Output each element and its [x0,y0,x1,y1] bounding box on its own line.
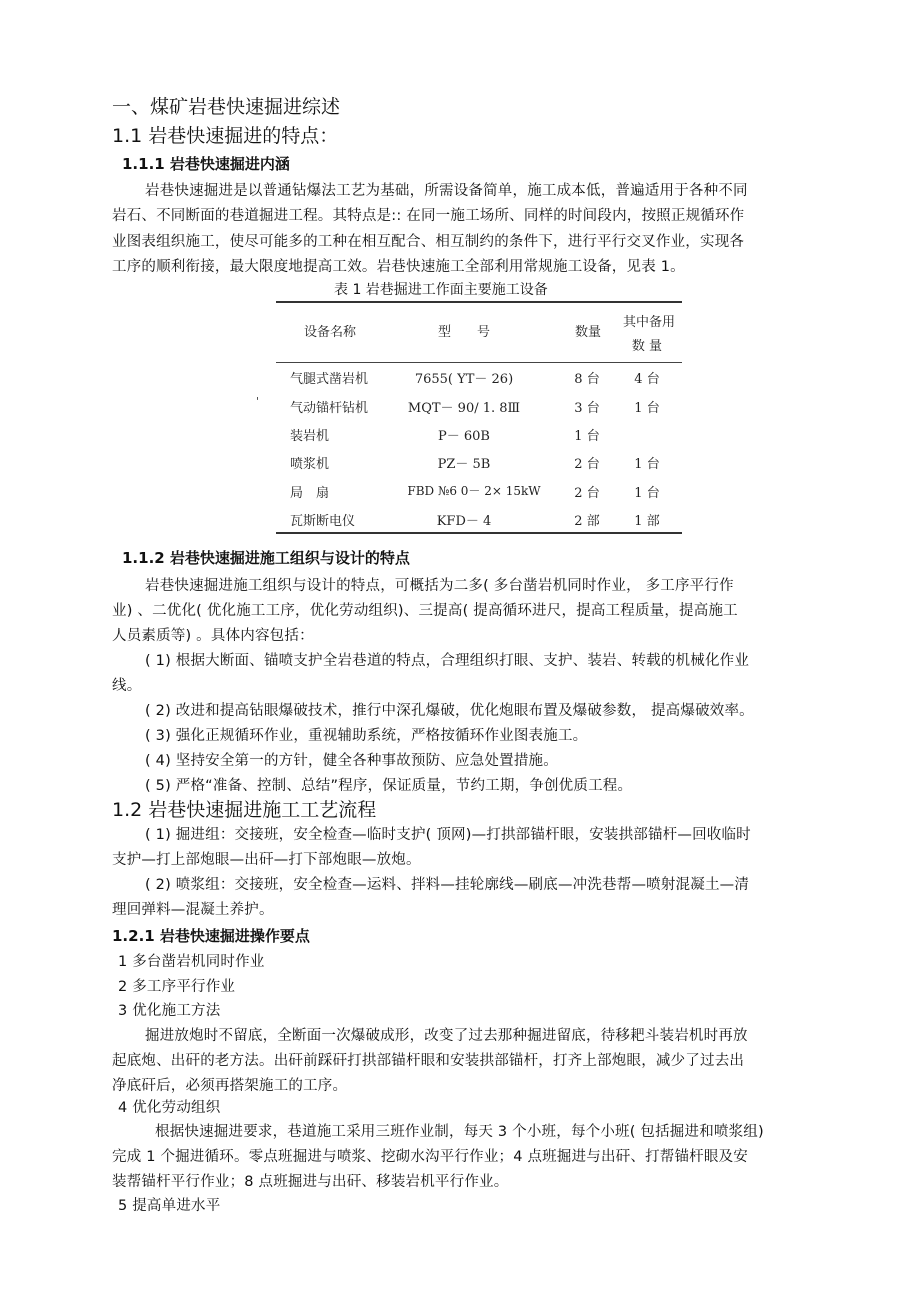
table-cell: 7655( YT－ 26) [414,372,514,387]
paragraph-line: 岩巷快速掘进是以普通钻爆法工艺为基础，所需设备简单，施工成本低，普遍适用于各种不同 [145,183,748,199]
equipment-table [276,301,682,534]
table-header-cell: 数量 [574,325,602,340]
list-item: ( 3) 强化正规循环作业，重视辅助系统，严格按循环作业图表施工。 [145,728,588,744]
subsection-heading-1-1-1: 1.1.1 岩巷快速掘进内涵 [122,155,290,173]
paragraph-line: 根据快速掘进要求，巷道施工采用三班作业制，每天 3 个小班，每个小班( 包括掘进和喷浆组) [155,1124,764,1140]
paragraph-line: 装帮锚杆平行作业；8 点班掘进与出矸、移装岩机平行作业。 [112,1174,509,1190]
table-cell: PZ－ 5B [437,457,491,472]
paragraph-line: 完成 1 个掘进循环。零点班掘进与喷浆、挖砌水沟平行作业；4 点班掘进与出矸、打帮锚杆眼及安 [112,1149,748,1165]
table-cell: 3 台 [574,401,600,416]
table-top-rule [276,301,682,303]
table-bottom-rule [276,532,682,534]
list-item: ( 5) 严格“准备、控制、总结”程序，保证质量，节约工期，争创优质工程。 [145,778,633,794]
table-cell: 1 台 [634,486,660,501]
list-item: ( 2) 改进和提高钻眼爆破技术，推行中深孔爆破，优化炮眼布置及爆破参数， 提高爆破效率。 [145,703,754,719]
table-cell: 瓦斯断电仪 [290,514,356,529]
table-cell: 1 台 [574,429,600,444]
paragraph-line: 掘进放炮时不留底，全断面一次爆破成形，改变了过去那种掘进留底，待移耙斗装岩机时再放 [145,1028,748,1044]
table-header-cell: 其中备用 [622,315,676,330]
table-cell: 1 台 [634,457,660,472]
point-item: 1 多台凿岩机同时作业 [118,954,265,970]
table-cell: 8 台 [574,372,600,387]
paragraph-line: 人员素质等) 。具体内容包括： [112,628,314,644]
paragraph-line: 业图表组织施工，使尽可能多的工种在相互配合、相互制约的条件下，进行平行交叉作业，实现各 [112,234,745,250]
table-cell: 1 部 [634,514,660,529]
table-header-cell: 数 量 [631,339,663,354]
paragraph-line: 工序的顺利衔接，最大限度地提高工效。岩巷快速施工全部利用常规施工设备，见表 1。 [112,259,685,275]
table-cell: FBD №6 0－ 2× 15kW [407,484,541,498]
point-item: 3 优化施工方法 [118,1003,221,1019]
table-cell: MQT－ 90/ 1. 8Ⅲ [407,401,521,416]
table-cell: 喷浆机 [290,457,330,472]
paragraph-line: 业) 、二优化( 优化施工工序，优化劳动组织)、三提高( 提高循环进尺，提高工程质量，提高施工 [112,603,738,619]
table-header-rule [276,362,682,363]
table-cell: 2 部 [574,514,600,529]
table-cell: 装岩机 [290,429,330,444]
section-heading-1-2: 1.2 岩巷快速掘进施工工艺流程 [112,799,377,821]
table-cell: 2 台 [574,486,600,501]
paragraph-line: 净底矸后，必须再搭架施工的工序。 [112,1078,348,1094]
list-item: ( 1) 根据大断面、锚喷支护全岩巷道的特点，合理组织打眼、支护、装岩、转载的机械化作业 [145,653,750,669]
table-header-cell: 设备名称 [303,325,357,340]
section-heading-1-1: 1.1 岩巷快速掘进的特点： [112,125,339,147]
list-item: 理回弹料—混凝土养护。 [112,902,274,918]
list-item: ( 4) 坚持安全第一的方针，健全各种事故预防、应急处置措施。 [145,753,558,769]
table-cell: 2 台 [574,457,600,472]
paragraph-line: 岩石、不同断面的巷道掘进工程。其特点是:: 在同一施工场所、同样的时间段内，按照正规循环作 [112,208,745,224]
subsection-heading-1-2-1: 1.2.1 岩巷快速掘进操作要点 [112,927,310,945]
table-cell: 4 台 [634,372,660,387]
subsection-heading-1-1-2: 1.1.2 岩巷快速掘进施工组织与设计的特点 [122,549,410,567]
list-item: ( 2) 喷浆组：交接班，安全检查—运料、拌料—挂轮廓线—刷底—冲洗巷帮—喷射混凝土—清 [145,877,750,893]
chapter-heading: 一、煤矿岩巷快速掘进综述 [112,96,341,118]
table-cell: 气腿式凿岩机 [290,372,369,387]
table-header-cell: 型 号 [437,325,491,340]
point-item: 2 多工序平行作业 [118,979,236,995]
point-item: 5 提高单进水平 [118,1198,221,1214]
table-cell: P－ 60B [438,429,490,444]
table-cell: 局 扇 [290,486,330,501]
stray-mark: ' [256,395,260,408]
list-item: ( 1) 掘进组：交接班，安全检查—临时支护( 顶网)—打拱部锚杆眼，安装拱部锚杆—回收临时 [145,827,751,843]
paragraph-line: 起底炮、出矸的老方法。出矸前踩矸打拱部锚杆眼和安装拱部锚杆，打齐上部炮眼，减少了过去出 [112,1053,745,1069]
table-cell: 1 台 [634,401,660,416]
point-item: 4 优化劳动组织 [118,1100,221,1116]
list-item: 线。 [112,678,142,694]
table-caption: 表 1 岩巷掘进工作面主要施工设备 [334,282,548,298]
list-item: 支护—打上部炮眼—出矸—打下部炮眼—放炮。 [112,852,421,868]
paragraph-line: 岩巷快速掘进施工组织与设计的特点，可概括为二多( 多台凿岩机同时作业， 多工序平行作 [145,578,734,594]
table-cell: KFD－ 4 [436,514,492,529]
table-cell: 气动锚杆钻机 [290,401,369,416]
